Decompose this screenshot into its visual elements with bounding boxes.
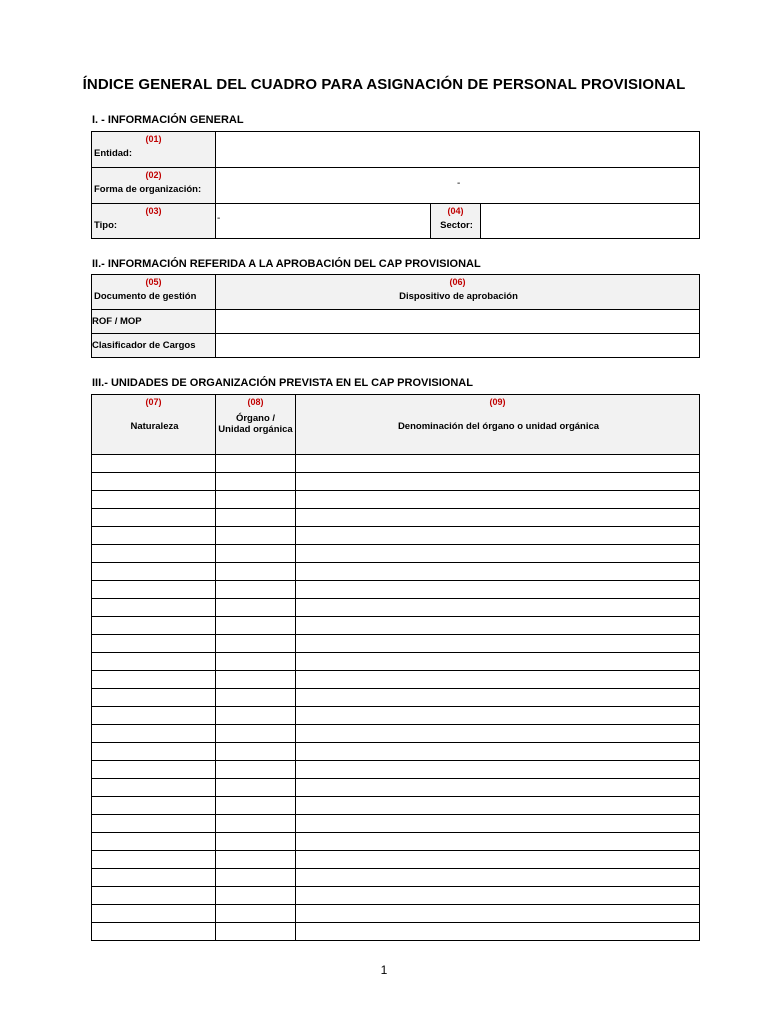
documento-header <box>92 275 216 310</box>
naturaleza-cell[interactable] <box>92 689 216 707</box>
organo-cell[interactable] <box>216 779 296 797</box>
table-row <box>92 581 700 599</box>
forma-value: - <box>457 178 461 189</box>
denominacion-cell[interactable] <box>296 455 700 473</box>
table-row <box>92 455 700 473</box>
table-row <box>92 923 700 941</box>
denominacion-cell[interactable] <box>296 689 700 707</box>
approval-table <box>91 274 700 358</box>
table-row <box>92 761 700 779</box>
clasificador-label: Clasificador de Cargos <box>92 334 216 358</box>
organo-cell[interactable] <box>216 653 296 671</box>
units-table <box>91 394 700 941</box>
naturaleza-cell[interactable] <box>92 707 216 725</box>
denominacion-cell[interactable] <box>296 887 700 905</box>
naturaleza-cell[interactable] <box>92 527 216 545</box>
table-row <box>92 689 700 707</box>
table-row <box>92 617 700 635</box>
naturaleza-cell[interactable] <box>92 455 216 473</box>
naturaleza-code: (07) <box>145 397 162 407</box>
organo-cell[interactable] <box>216 545 296 563</box>
denominacion-cell[interactable] <box>296 761 700 779</box>
organo-cell[interactable] <box>216 509 296 527</box>
entidad-label-cell <box>92 132 216 168</box>
naturaleza-header <box>92 395 216 455</box>
rof-mop-field[interactable] <box>216 310 700 334</box>
organo-cell[interactable] <box>216 797 296 815</box>
table-row <box>92 797 700 815</box>
table-row <box>92 509 700 527</box>
organo-cell[interactable] <box>216 671 296 689</box>
table-row <box>92 545 700 563</box>
table-row <box>92 563 700 581</box>
table-row <box>92 491 700 509</box>
denominacion-cell[interactable] <box>296 581 700 599</box>
table-row <box>92 887 700 905</box>
naturaleza-cell[interactable] <box>92 887 216 905</box>
naturaleza-cell[interactable] <box>92 671 216 689</box>
organo-cell[interactable] <box>216 887 296 905</box>
naturaleza-cell[interactable] <box>92 581 216 599</box>
tipo-field[interactable] <box>216 204 431 239</box>
tipo-label-cell <box>92 204 216 239</box>
naturaleza-cell[interactable] <box>92 473 216 491</box>
document-title: ÍNDICE GENERAL DEL CUADRO PARA ASIGNACIÓN DE PERSONAL PROVISIONAL <box>82 76 686 93</box>
organo-header <box>216 395 296 455</box>
organo-cell[interactable] <box>216 491 296 509</box>
denominacion-cell[interactable] <box>296 797 700 815</box>
naturaleza-cell[interactable] <box>92 923 216 941</box>
organo-cell[interactable] <box>216 527 296 545</box>
table-row <box>92 725 700 743</box>
denominacion-cell[interactable] <box>296 599 700 617</box>
entidad-code: (01) <box>145 134 162 144</box>
organo-cell[interactable] <box>216 815 296 833</box>
naturaleza-label: Naturaleza <box>130 421 179 432</box>
denominacion-cell[interactable] <box>296 851 700 869</box>
table-row <box>92 743 700 761</box>
documento-label: Documento de gestión <box>94 291 197 302</box>
organo-label-line1: Órgano / <box>235 413 276 424</box>
forma-code: (02) <box>145 170 162 180</box>
dispositivo-code: (06) <box>449 277 466 287</box>
sector-label: Sector: <box>440 220 473 231</box>
denominacion-cell[interactable] <box>296 509 700 527</box>
organo-cell[interactable] <box>216 635 296 653</box>
tipo-label: Tipo: <box>94 220 118 231</box>
table-row <box>92 779 700 797</box>
tipo-code: (03) <box>145 206 162 216</box>
naturaleza-cell[interactable] <box>92 761 216 779</box>
denominacion-cell[interactable] <box>296 779 700 797</box>
table-row <box>92 635 700 653</box>
entidad-label: Entidad: <box>94 148 132 159</box>
table-row <box>92 527 700 545</box>
naturaleza-cell[interactable] <box>92 725 216 743</box>
denominacion-cell[interactable] <box>296 725 700 743</box>
naturaleza-cell[interactable] <box>92 653 216 671</box>
naturaleza-cell[interactable] <box>92 851 216 869</box>
table-row <box>92 869 700 887</box>
tipo-value: - <box>217 213 221 224</box>
denominacion-cell[interactable] <box>296 653 700 671</box>
denominacion-cell[interactable] <box>296 617 700 635</box>
organo-cell[interactable] <box>216 851 296 869</box>
denominacion-cell[interactable] <box>296 491 700 509</box>
naturaleza-cell[interactable] <box>92 779 216 797</box>
unit-rows <box>92 455 700 941</box>
organo-cell[interactable] <box>216 869 296 887</box>
dispositivo-header <box>216 275 700 310</box>
naturaleza-cell[interactable] <box>92 545 216 563</box>
naturaleza-cell[interactable] <box>92 905 216 923</box>
table-row <box>92 833 700 851</box>
denominacion-cell[interactable] <box>296 869 700 887</box>
organo-cell[interactable] <box>216 725 296 743</box>
entidad-field[interactable] <box>216 132 700 168</box>
denominacion-cell[interactable] <box>296 527 700 545</box>
organo-cell[interactable] <box>216 833 296 851</box>
dispositivo-label: Dispositivo de aprobación <box>399 291 518 302</box>
denominacion-cell[interactable] <box>296 563 700 581</box>
organo-code: (08) <box>247 397 264 407</box>
organo-cell[interactable] <box>216 689 296 707</box>
organo-cell[interactable] <box>216 473 296 491</box>
denominacion-cell[interactable] <box>296 815 700 833</box>
organo-cell[interactable] <box>216 581 296 599</box>
naturaleza-cell[interactable] <box>92 833 216 851</box>
rof-mop-label: ROF / MOP <box>92 310 216 334</box>
naturaleza-cell[interactable] <box>92 815 216 833</box>
naturaleza-cell[interactable] <box>92 491 216 509</box>
denominacion-label: Denominación del órgano o unidad orgánica <box>397 421 600 432</box>
general-info-table <box>91 131 700 239</box>
section-1-heading: I. - INFORMACIÓN GENERAL <box>92 114 244 126</box>
organo-cell[interactable] <box>216 617 296 635</box>
denominacion-cell[interactable] <box>296 923 700 941</box>
sector-code: (04) <box>447 206 464 216</box>
organo-cell[interactable] <box>216 563 296 581</box>
denominacion-header <box>296 395 700 455</box>
section-3-heading: III.- UNIDADES DE ORGANIZACIÓN PREVISTA EN EL CAP PROVISIONAL <box>92 377 473 389</box>
organo-cell[interactable] <box>216 905 296 923</box>
denominacion-cell[interactable] <box>296 635 700 653</box>
forma-field[interactable] <box>216 168 700 204</box>
table-row <box>92 905 700 923</box>
table-row <box>92 815 700 833</box>
clasificador-field[interactable] <box>216 334 700 358</box>
forma-label: Forma de organización: <box>94 184 202 195</box>
naturaleza-cell[interactable] <box>92 869 216 887</box>
organo-cell[interactable] <box>216 707 296 725</box>
denominacion-cell[interactable] <box>296 545 700 563</box>
table-row <box>92 707 700 725</box>
organo-cell[interactable] <box>216 761 296 779</box>
organo-cell[interactable] <box>216 923 296 941</box>
table-row <box>92 599 700 617</box>
denominacion-cell[interactable] <box>296 905 700 923</box>
naturaleza-cell[interactable] <box>92 635 216 653</box>
naturaleza-cell[interactable] <box>92 599 216 617</box>
denominacion-code: (09) <box>489 397 506 407</box>
organo-cell[interactable] <box>216 743 296 761</box>
page-number: 1 <box>380 963 388 977</box>
naturaleza-cell[interactable] <box>92 563 216 581</box>
documento-code: (05) <box>145 277 162 287</box>
table-row <box>92 851 700 869</box>
table-row <box>92 473 700 491</box>
section-2-heading: II.- INFORMACIÓN REFERIDA A LA APROBACIÓN DEL CAP PROVISIONAL <box>92 258 481 270</box>
denominacion-cell[interactable] <box>296 833 700 851</box>
organo-cell[interactable] <box>216 455 296 473</box>
naturaleza-cell[interactable] <box>92 509 216 527</box>
denominacion-cell[interactable] <box>296 473 700 491</box>
denominacion-cell[interactable] <box>296 707 700 725</box>
naturaleza-cell[interactable] <box>92 743 216 761</box>
sector-field[interactable] <box>481 204 700 239</box>
naturaleza-cell[interactable] <box>92 797 216 815</box>
sector-label-cell <box>431 204 481 239</box>
table-row <box>92 653 700 671</box>
organo-label-line2: Unidad orgánica <box>218 424 293 435</box>
organo-cell[interactable] <box>216 599 296 617</box>
naturaleza-cell[interactable] <box>92 617 216 635</box>
denominacion-cell[interactable] <box>296 743 700 761</box>
forma-label-cell <box>92 168 216 204</box>
table-row <box>92 671 700 689</box>
denominacion-cell[interactable] <box>296 671 700 689</box>
